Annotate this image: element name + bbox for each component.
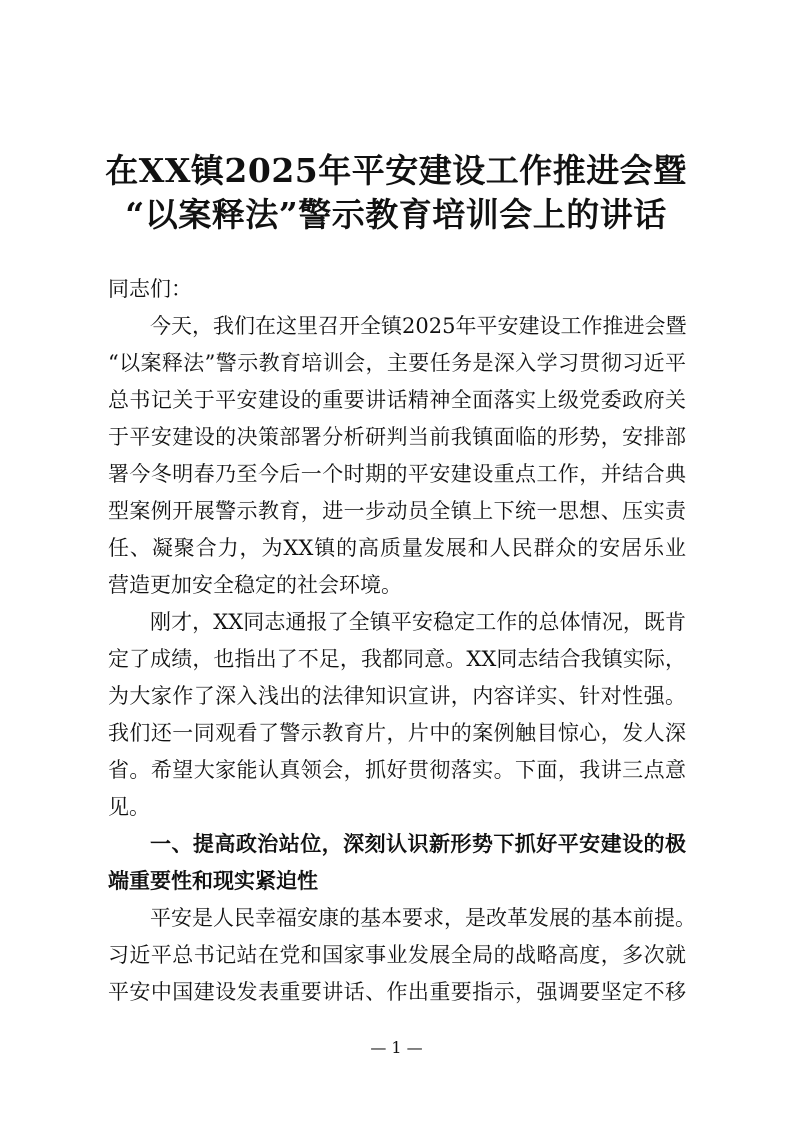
paragraph-2-line: 我们还一同观看了警示教育片，片中的案例触目惊心，发人深 xyxy=(108,721,686,745)
paragraph-1-line: 型案例开展警示教育，进一步动员全镇上下统一思想、压实责 xyxy=(108,499,686,523)
page-number: — 1 — xyxy=(370,1038,423,1057)
paragraph-2-line: 省。希望大家能认真领会，抓好贯彻落实。下面，我讲三点意 xyxy=(108,758,686,782)
paragraph-1-line: 于平安建设的决策部署分析研判当前我镇面临的形势，安排部 xyxy=(108,425,686,449)
paragraph-1-line: 营造更加安全稳定的社会环境。 xyxy=(108,573,402,597)
paragraph-2-line: 见。 xyxy=(108,795,150,819)
paragraph-1-line: “以案释法”警示教育培训会，主要任务是深入学习贯彻习近平 xyxy=(108,351,686,375)
paragraph-1-line: 总书记关于平安建设的重要讲话精神全面落实上级党委政府关 xyxy=(108,388,686,412)
speech-title-line-2: “以案释法”警示教育培训会上的讲话 xyxy=(125,195,667,234)
paragraph-3-line: 习近平总书记站在党和国家事业发展全局的战略高度，多次就 xyxy=(108,943,686,967)
speech-title-line-1: 在XX镇2025年平安建设工作推进会暨 xyxy=(105,151,687,190)
paragraph-3-line: 平安中国建设发表重要讲话、作出重要指示，强调要坚定不移 xyxy=(108,980,686,1004)
paragraph-1-line: 今天，我们在这里召开全镇2025年平安建设工作推进会暨 xyxy=(150,314,687,338)
paragraph-3-line: 平安是人民幸福安康的基本要求，是改革发展的基本前提。 xyxy=(150,906,696,930)
paragraph-1-line: 任、凝聚合力，为XX镇的高质量发展和人民群众的安居乐业 xyxy=(108,536,686,560)
paragraph-2-line: 为大家作了深入浅出的法律知识宣讲，内容详实、针对性强。 xyxy=(108,684,686,708)
paragraph-2-line: 刚才，XX同志通报了全镇平安稳定工作的总体情况，既肯 xyxy=(150,610,686,634)
section-heading-1-line: 端重要性和现实紧迫性 xyxy=(108,868,318,893)
section-heading-1-line: 一、提高政治站位，深刻认识新形势下抓好平安建设的极 xyxy=(150,831,686,856)
salutation: 同志们： xyxy=(108,277,192,301)
paragraph-1-line: 署今冬明春乃至今后一个时期的平安建设重点工作，并结合典 xyxy=(108,462,686,486)
paragraph-2-line: 定了成绩，也指出了不足，我都同意。XX同志结合我镇实际， xyxy=(108,647,686,671)
